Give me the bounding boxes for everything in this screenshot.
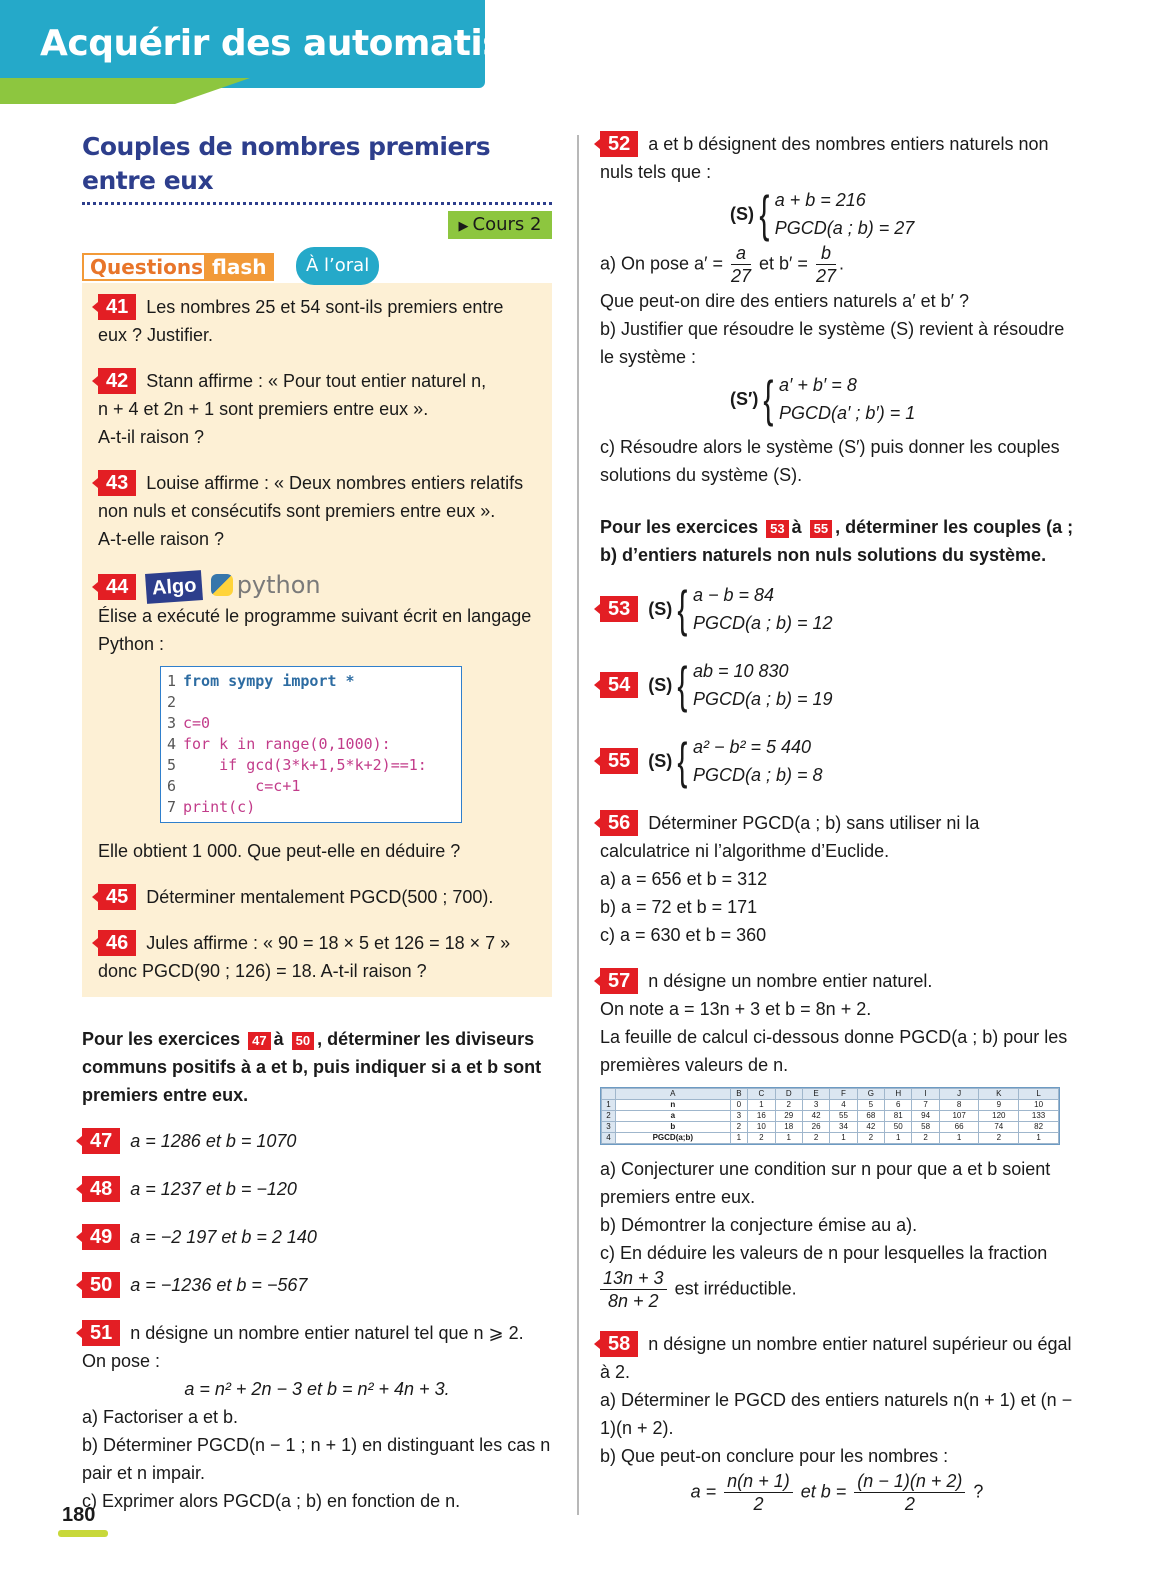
- exercise-48: [82, 1175, 552, 1203]
- exercise-text: donc PGCD(90 ; 126) = 18. A-t-il raison ?: [98, 961, 427, 981]
- exercise-text: A-t-il raison ?: [98, 427, 205, 447]
- question-a: a) a = 656 et b = 312: [600, 869, 768, 889]
- questions-flash-box: [82, 283, 552, 997]
- equation: a = n² + 2n − 3 et b = n² + 4n + 3.: [184, 1379, 450, 1399]
- right-column: [600, 130, 1074, 1533]
- exercise-text: A-t-elle raison ?: [98, 529, 225, 549]
- exercise-number: 44: [98, 574, 136, 600]
- exercise-ref: 47: [248, 1032, 270, 1050]
- exercise-number: 56: [600, 810, 638, 836]
- exercise-text: On pose :: [82, 1351, 161, 1371]
- question-b: b) a = 72 et b = 171: [600, 897, 758, 917]
- code-line: 1 from sympy import *: [167, 672, 355, 690]
- question-c: c) Résoudre alors le système (S′) puis donner les couples solutions du système (S).: [600, 437, 1060, 485]
- question-b: b) Justifier que résoudre le système (S) revient à résoudre le système :: [600, 319, 1065, 367]
- code-line: 4 for k in range(0,1000):: [167, 735, 391, 753]
- exercise-text: Elle obtient 1 000. Que peut-elle en déduire ?: [98, 841, 461, 861]
- exercise-number: 53: [600, 596, 638, 622]
- exercise-number: 46: [98, 930, 136, 956]
- code-block: [160, 666, 462, 823]
- exercise-46: [98, 929, 536, 985]
- question-b: b) Démontrer la conjecture émise au a).: [600, 1215, 918, 1235]
- questions-label: Questions: [82, 253, 211, 281]
- exercise-text: Déterminer PGCD(a ; b) sans utiliser ni la calculatrice ni l’algorithme d’Euclide.: [600, 813, 980, 861]
- exercise-number: 41: [98, 294, 136, 320]
- exercises-intro: Pour les exercices 53 à 55 , déterminer les couples (a ; b) d’entiers naturels non nuls solutions du système.: [600, 517, 1074, 565]
- question-c: c) En déduire les valeurs de n pour lesquelles la fraction: [600, 1243, 1048, 1263]
- exercise-text: a = 1237 et b = −120: [130, 1179, 297, 1199]
- code-line: 2: [167, 693, 177, 711]
- page-number: 180: [62, 1504, 96, 1526]
- exercise-text: a = −2 197 et b = 2 140: [130, 1227, 317, 1247]
- exercise-number: 50: [82, 1272, 120, 1298]
- exercise-number: 57: [600, 968, 638, 994]
- exercise-text: n désigne un nombre entier naturel supérieur ou égal à 2.: [600, 1334, 1072, 1382]
- table-row: 2 a 3 16 29 42 55 68 81 94 107 120 133: [602, 1111, 1059, 1122]
- exercise-45: [98, 883, 536, 911]
- flash-label: flash: [204, 253, 274, 281]
- exercise-text: Les nombres 25 et 54 sont-ils premiers entre eux ? Justifier.: [98, 297, 504, 345]
- exercise-43: [98, 469, 536, 553]
- equation: a = $\frac{n(n + 1)}{2}$ et b = $\frac{(n - 1)(n + 2)}{2}$ ?: [690, 1471, 984, 1514]
- exercise-number: 48: [82, 1176, 120, 1202]
- page-title: Acquérir des automatismes: [40, 23, 586, 64]
- exercise-text: Stann affirme : « Pour tout entier naturel n,: [146, 371, 487, 391]
- exercise-number: 54: [600, 672, 638, 698]
- exercise-text: Louise affirme : « Deux nombres entiers relatifs non nuls et consécutifs sont premiers entre eux ».: [98, 473, 524, 521]
- python-icon: [211, 574, 233, 596]
- exercise-text: a et b désignent des nombres entiers naturels non nuls tels que :: [600, 134, 1049, 182]
- exercise-ref: 53: [766, 520, 788, 538]
- header-accent: [0, 78, 250, 104]
- brace-icon: {: [677, 733, 688, 789]
- exercise-number: 52: [600, 131, 638, 157]
- exercises-intro: Pour les exercices 47 à 50 , déterminer les diviseurs communs positifs à a et b, puis indiquer si a et b sont premiers entre eux.: [82, 1029, 542, 1105]
- exercise-number: 43: [98, 470, 136, 496]
- exercise-41: [98, 293, 536, 349]
- exercise-42: [98, 367, 536, 451]
- exercise-text: Élise a exécuté le programme suivant écrit en langage Python :: [98, 606, 532, 654]
- exercise-text: a = −1236 et b = −567: [130, 1275, 308, 1295]
- table-row: 1 n 0 1 2 3 4 5 6 7 8 9 10: [602, 1100, 1059, 1111]
- question-b: b) Que peut-on conclure pour les nombres :: [600, 1446, 949, 1466]
- exercise-ref: 55: [810, 520, 832, 538]
- table-row: 3 b 2 10 18 26 34 42 50 58 66 74 82: [602, 1122, 1059, 1133]
- spreadsheet: [600, 1087, 1060, 1145]
- exercise-text: n désigne un nombre entier naturel.: [648, 971, 933, 991]
- exercise-number: 47: [82, 1128, 120, 1154]
- oral-badge: À l’oral: [296, 247, 379, 285]
- exercise-ref: 50: [292, 1032, 314, 1050]
- system-s-prime: (S′) { a′ + b′ = 8 PGCD(a′ ; b′) = 1: [730, 371, 916, 427]
- section-title: Couples de nombres premiers entre eux: [82, 132, 491, 195]
- cours-link[interactable]: ▶ Cours 2: [448, 211, 552, 239]
- column-divider: [577, 135, 579, 1515]
- dotted-rule: [82, 202, 552, 205]
- exercise-55: 55 (S) { a² − b² = 5 440 PGCD(a ; b) = 8: [600, 733, 1074, 789]
- page-number-bar: [58, 1530, 108, 1537]
- question-c: c) a = 630 et b = 360: [600, 925, 767, 945]
- question-a: a) On pose a′ = $\frac{a}{27}$ et b′ = $\frac{b}{27}$ .: [600, 243, 844, 286]
- code-line: 6 c=c+1: [167, 777, 301, 795]
- exercise-49: [82, 1223, 552, 1251]
- exercise-text: On note a = 13n + 3 et b = 8n + 2.: [600, 999, 872, 1019]
- exercise-58: [600, 1330, 1074, 1515]
- exercise-text: a = 1286 et b = 1070: [130, 1131, 297, 1151]
- question-b: b) Déterminer PGCD(n − 1 ; n + 1) en distinguant les cas n pair et n impair.: [82, 1435, 551, 1483]
- exercise-51: [82, 1319, 552, 1515]
- exercise-number: 51: [82, 1320, 120, 1346]
- question-a: a) Déterminer le PGCD des entiers naturels n(n + 1) et (n − 1)(n + 2).: [600, 1390, 1073, 1438]
- exercise-44: [98, 571, 536, 865]
- system-s: (S) { a + b = 216 PGCD(a ; b) = 27: [730, 186, 915, 242]
- exercise-number: 49: [82, 1224, 120, 1250]
- python-logo: python: [211, 571, 321, 599]
- brace-icon: {: [677, 657, 688, 713]
- exercise-number: 45: [98, 884, 136, 910]
- exercise-text: Jules affirme : « 90 = 18 × 5 et 126 = 18 × 7 »: [146, 933, 511, 953]
- exercise-56: [600, 809, 1074, 949]
- exercise-number: 58: [600, 1331, 638, 1357]
- exercise-number: 55: [600, 748, 638, 774]
- code-line: 3 c=0: [167, 714, 211, 732]
- question-c: c) Exprimer alors PGCD(a ; b) en fonction de n.: [82, 1491, 461, 1511]
- algo-badge: Algo: [145, 570, 203, 604]
- brace-icon: {: [677, 581, 688, 637]
- table-row: A B C D E F G H I J K L: [602, 1089, 1059, 1100]
- question-a: a) Conjecturer une condition sur n pour que a et b soient premiers entre eux.: [600, 1159, 1051, 1207]
- code-line: 7 print(c): [167, 798, 256, 816]
- brace-icon: {: [763, 371, 774, 427]
- exercise-54: 54 (S) { ab = 10 830 PGCD(a ; b) = 19: [600, 657, 1074, 713]
- brace-icon: {: [759, 186, 770, 242]
- table-row: 4 PGCD(a;b) 1 2 1 2 1 2 1 2 1 2 1: [602, 1133, 1059, 1144]
- fraction-line: $\frac{13n + 3}{8n + 2}$ est irréductible.: [600, 1267, 1074, 1312]
- exercise-57: [600, 967, 1074, 1312]
- questions-flash-header: [82, 247, 552, 283]
- question-text: Que peut-on dire des entiers naturels a′ et b′ ?: [600, 291, 969, 311]
- exercise-47: [82, 1127, 552, 1155]
- exercise-53: 53 (S) { a − b = 84 PGCD(a ; b) = 12: [600, 581, 1074, 637]
- exercise-text: n désigne un nombre entier naturel tel que n ⩾ 2.: [130, 1323, 524, 1343]
- exercise-50: [82, 1271, 552, 1299]
- left-column: [82, 130, 552, 1533]
- exercise-number: 42: [98, 368, 136, 394]
- code-line: 5 if gcd(3*k+1,5*k+2)==1:: [167, 756, 427, 774]
- question-a: a) Factoriser a et b.: [82, 1407, 239, 1427]
- exercise-text: Déterminer mentalement PGCD(500 ; 700).: [146, 887, 494, 907]
- exercise-text: La feuille de calcul ci-dessous donne PGCD(a ; b) pour les premières valeurs de n.: [600, 1027, 1068, 1075]
- exercise-text: n + 4 et 2n + 1 sont premiers entre eux ».: [98, 399, 429, 419]
- exercise-52: [600, 130, 1074, 489]
